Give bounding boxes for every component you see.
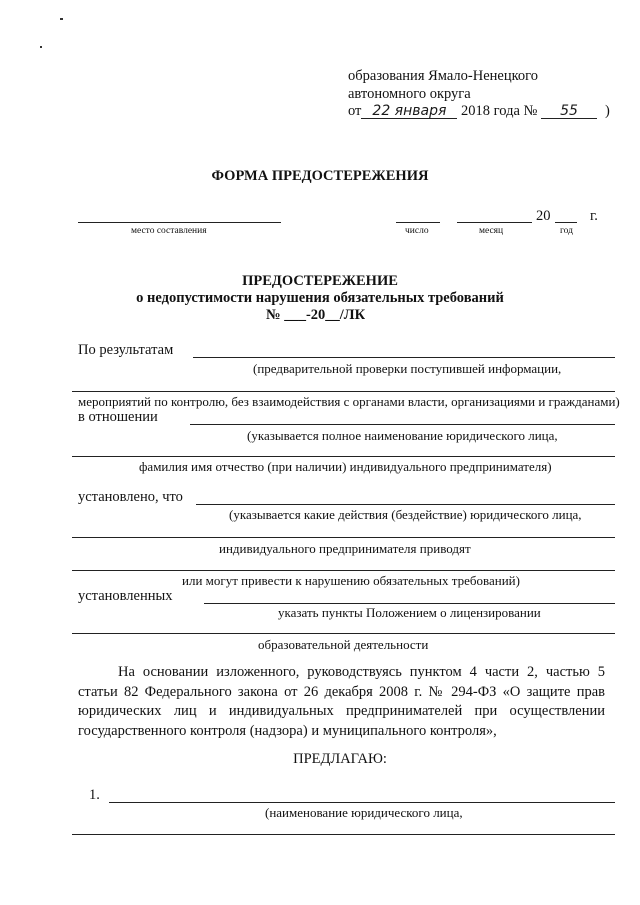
year-line [555,222,577,223]
established-label: установлено, что [78,489,183,505]
ip-hint: индивидуального предпринимателя приводят [219,541,471,556]
month-label: месяц [479,226,504,236]
year-suffix: г. [590,208,598,224]
day-label: число [405,226,429,236]
fio-hint: фамилия имя отчество (при наличии) индивидуального предпринимателя) [139,459,552,474]
ip-line [72,537,615,538]
warning-subtitle: о недопустимости нарушения обязательных требований [136,290,504,306]
established-hint: (указывается какие действия (бездействие) юридического лица, [229,507,582,522]
regarding-label: в отношении [78,409,158,425]
item1-line [109,802,615,803]
header-year-text: 2018 года № [461,103,538,119]
handwritten-number: 55 [541,104,597,119]
scan-speck [40,46,42,48]
regarding-line [190,424,615,425]
place-label: место составления [131,226,207,236]
results-label: По результатам [78,342,174,358]
year-label: год [560,226,573,236]
month-line [457,222,532,223]
form-title: ФОРМА ПРЕДОСТЕРЕЖЕНИЯ [211,168,429,184]
may-lead-line [72,570,615,571]
basis-paragraph: На основании изложенного, руководствуясь пунктом 4 части 2, частью 5 статьи 82 Федерального закона от 26 декабря 2008 г. № 294-ФЗ «О защите прав юридических лиц и индивидуальных предпринимателей при осуществлении государственного контроля (надзора) и муниципального контроля», [78,664,605,739]
header-line-2: автономного округа [348,86,471,102]
header-date-row [348,103,610,120]
edu-hint: образовательной деятельности [258,637,429,652]
regarding-hint: (указывается полное наименование юридического лица, [247,428,558,443]
year-prefix: 20 [536,208,551,224]
warning-number: № ___-20__/ЛК [266,307,366,323]
handwritten-date: 22 января [361,104,457,119]
established-line [196,504,615,505]
established2-line [204,603,615,604]
place-line [78,222,281,223]
header-line-1: образования Ямало-Ненецкого [348,68,538,84]
header-close-paren: ) [604,103,610,119]
scan-speck [60,18,63,20]
established2-label: установленных [78,588,173,604]
edu-line [72,633,615,634]
results-hint: (предварительной проверки поступившей информации, [253,361,562,376]
warning-title: ПРЕДОСТЕРЕЖЕНИЕ [242,273,398,289]
propose-heading: ПРЕДЛАГАЮ: [293,751,387,767]
item1-number: 1. [89,787,100,803]
measures-line [72,391,615,392]
day-line [396,222,440,223]
points-hint: указать пункты Положением о лицензировании [278,605,541,620]
item1-hint: (наименование юридического лица, [265,805,463,820]
header-ot: от [348,103,362,119]
item1-line-2 [72,834,615,835]
measures-hint: мероприятий по контролю, без взаимодействия с органами власти, организациями и гражданами) [78,394,620,409]
may-lead-hint: или могут привести к нарушению обязательных требований) [182,573,520,588]
results-line [193,357,615,358]
fio-line [72,456,615,457]
